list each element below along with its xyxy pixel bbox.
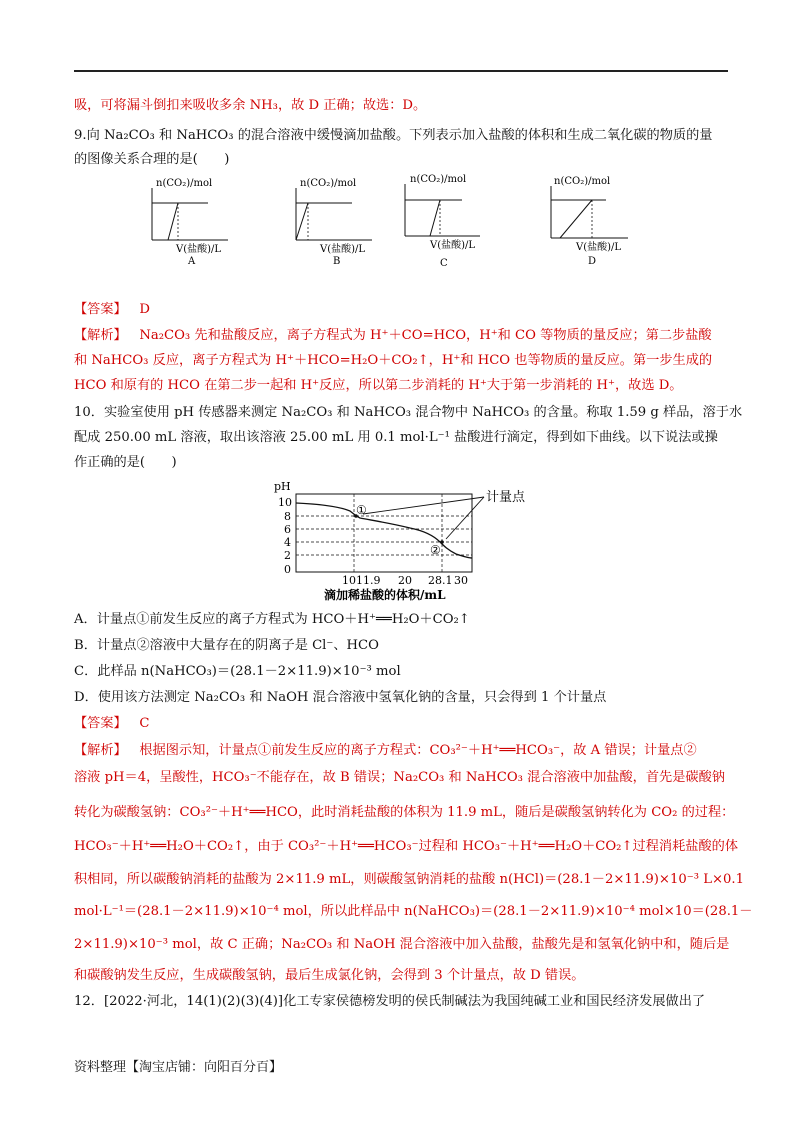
q9-answer bbox=[74, 300, 728, 320]
q10-analysis-line1 bbox=[74, 741, 728, 761]
q10-annotation-text: 计量点 bbox=[486, 490, 526, 505]
q10-ytick-2: 2 bbox=[284, 549, 291, 562]
q9-c-ylabel: n(CO₂)/mol bbox=[410, 174, 467, 185]
q9-a-xlabel: V(盐酸)/L bbox=[176, 244, 222, 255]
q9-c-xlabel: V(盐酸)/L bbox=[430, 240, 476, 251]
q10-ytick-4: 4 bbox=[284, 536, 291, 549]
q10-analysis-line3: 转化为碳酸氢钠：CO₃²⁻＋H⁺══HCO，此时消耗盐酸的体积为 11.9 mL，随后是碳酸氢钠转化为 CO₂ 的过程： bbox=[74, 805, 735, 820]
q9-graph-a bbox=[152, 178, 228, 266]
q10-ylabel: pH bbox=[274, 480, 291, 493]
q10-analysis-text1: 根据图示知，计量点①前发生反应的离子方程式：CO₃²⁻＋H⁺══HCO₃⁻，故 A 错误；计量点② bbox=[139, 743, 697, 758]
q10-analysis-line4: HCO₃⁻＋H⁺══H₂O＋CO₂↑，由于 CO₃²⁻＋H⁺══HCO₃⁻过程和 HCO₃⁻＋H⁺══H₂O＋CO₂↑过程消耗盐酸的体 bbox=[74, 839, 739, 854]
q9-stem-line2: 的图像关系合理的是( ) bbox=[74, 152, 230, 167]
q9-b-ylabel: n(CO₂)/mol bbox=[300, 178, 357, 189]
q10-option-a: A．计量点①前发生反应的离子方程式为 HCO＋H⁺══H₂O＋CO₂↑ bbox=[74, 612, 470, 627]
q10-analysis-line8: 和碳酸钠发生反应，生成碳酸氢钠，最后生成氯化钠，会得到 3 个计量点，故 D 错误。 bbox=[74, 968, 585, 983]
q10-annotation-arrow2 bbox=[446, 497, 484, 539]
q10-analysis-line5: 积相同，所以碳酸钠消耗的盐酸为 2×11.9 mL，则碳酸氢钠消耗的盐酸 n(HCl)＝(28.1－2×11.9)×10⁻³ L×0.1 bbox=[74, 872, 744, 887]
q10-answer bbox=[74, 714, 728, 734]
q10-option-c: C．此样品 n(NaHCO₃)＝(28.1－2×11.9)×10⁻³ mol bbox=[74, 664, 401, 679]
q10-stem-line2: 配成 250.00 mL 溶液，取出该溶液 25.00 mL 用 0.1 mol·L⁻¹ 盐酸进行滴定，得到如下曲线。以下说法或操 bbox=[74, 430, 718, 445]
q10-answer-value: C bbox=[139, 716, 150, 731]
q10-ytick-8: 8 bbox=[284, 510, 291, 523]
page-footer: 资料整理【淘宝店铺：向阳百分百】 bbox=[74, 1060, 283, 1075]
q10-ytick-10: 10 bbox=[278, 496, 292, 509]
q9-graphs bbox=[130, 174, 730, 266]
q9-d-xlabel: V(盐酸)/L bbox=[576, 242, 622, 253]
q10-analysis-line7: 2×11.9)×10⁻³ mol，故 C 正确；Na₂CO₃ 和 NaOH 混合溶液中加入盐酸，盐酸先是和氢氧化钠中和，随后是 bbox=[74, 937, 730, 952]
q10-stem-line3: 作正确的是( ) bbox=[74, 455, 177, 470]
q10-xlabel: 滴加稀盐酸的体积/mL bbox=[324, 588, 446, 602]
q10-xtick-11-9: 11.9 bbox=[356, 574, 381, 587]
q10-analysis-line6: mol·L⁻¹＝(28.1－2×11.9)×10⁻⁴ mol，所以此样品中 n(NaHCO₃)＝(28.1－2×11.9)×10⁻⁴ mol×10＝(28.1－ bbox=[74, 904, 753, 919]
q10-plot-frame bbox=[296, 494, 472, 572]
q9-stem-line1: 9.向 Na₂CO₃ 和 NaHCO₃ 的混合溶液中缓慢滴加盐酸。下列表示加入盐酸的体积和生成二氧化碳的物质的量 bbox=[74, 128, 713, 143]
q10-point2-label: ② bbox=[430, 543, 441, 557]
q10-titration-chart bbox=[270, 478, 570, 602]
q10-point1-label: ① bbox=[356, 503, 367, 517]
header-rule bbox=[74, 70, 728, 72]
q9-answer-tag: 【答案】 bbox=[74, 302, 127, 317]
q9-analysis-tag: 【解析】 bbox=[74, 328, 127, 343]
q10-ytick-6: 6 bbox=[284, 523, 291, 536]
q9-analysis-line3: HCO 和原有的 HCO 在第二步一起和 H⁺反应，所以第二步消耗的 H⁺大于第一步消耗的 H⁺，故选 D。 bbox=[74, 378, 683, 393]
q9-graph-d bbox=[551, 176, 628, 266]
q9-a-ylabel: n(CO₂)/mol bbox=[156, 178, 213, 189]
q10-answer-tag: 【答案】 bbox=[74, 716, 127, 731]
q9-d-ylabel: n(CO₂)/mol bbox=[554, 176, 611, 187]
q9-graph-c bbox=[405, 174, 480, 266]
q10-option-b: B．计量点②溶液中大量存在的阴离子是 Cl⁻、HCO bbox=[74, 638, 379, 653]
q9-analysis-line1 bbox=[74, 326, 728, 346]
q12-stem-line1: 12．[2022·河北，14(1)(2)(3)(4)]化工专家侯德榜发明的侯氏制碱法为我国纯碱工业和国民经济发展做出了 bbox=[74, 994, 706, 1009]
q9-answer-value: D bbox=[139, 302, 150, 317]
q9-b-xlabel: V(盐酸)/L bbox=[320, 244, 366, 255]
q9-a-label: A bbox=[188, 256, 196, 266]
q10-annotation-arrow1 bbox=[363, 497, 484, 514]
q9-d-label: D bbox=[588, 256, 597, 266]
q9-analysis-text1: Na₂CO₃ 先和盐酸反应，离子方程式为 H⁺＋CO=HCO，H⁺和 CO 等物质的量反应；第二步盐酸 bbox=[139, 328, 712, 343]
q10-ytick-0: 0 bbox=[284, 563, 291, 576]
q9-c-label: C bbox=[440, 258, 448, 266]
q9-analysis-line2: 和 NaHCO₃ 反应，离子方程式为 H⁺＋HCO=H₂O＋CO₂↑，H⁺和 HCO 也等物质的量反应。第一步生成的 bbox=[74, 353, 713, 368]
q10-analysis-line2: 溶液 pH＝4，呈酸性，HCO₃⁻不能存在，故 B 错误；Na₂CO₃ 和 NaHCO₃ 混合溶液中加盐酸，首先是碳酸钠 bbox=[74, 770, 725, 785]
previous-answer-tail: 吸，可将漏斗倒扣来吸收多余 NH₃，故 D 正确；故选：D。 bbox=[74, 98, 427, 113]
q10-xtick-20: 20 bbox=[398, 574, 412, 587]
q10-xtick-28-1: 28.1 bbox=[428, 574, 453, 587]
q9-b-label: B bbox=[333, 256, 341, 266]
q10-stem-line1: 10．实验室使用 pH 传感器来测定 Na₂CO₃ 和 NaHCO₃ 混合物中 NaHCO₃ 的含量。称取 1.59 g 样品，溶于水 bbox=[74, 405, 743, 420]
q10-xtick-30: 30 bbox=[454, 574, 468, 587]
q10-xtick-10: 10 bbox=[342, 574, 356, 587]
q9-graph-b bbox=[296, 178, 372, 266]
q10-analysis-tag: 【解析】 bbox=[74, 743, 127, 758]
q10-option-d: D．使用该方法测定 Na₂CO₃ 和 NaOH 混合溶液中氢氧化钠的含量，只会得到 1 个计量点 bbox=[74, 690, 607, 705]
